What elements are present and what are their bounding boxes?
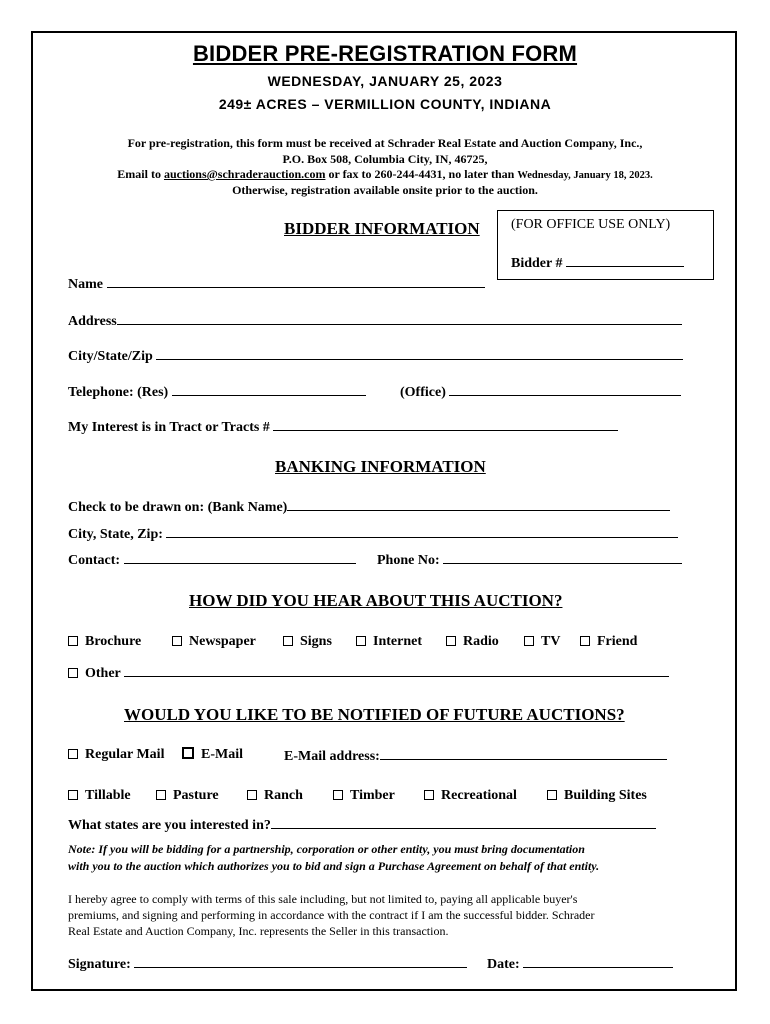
bank-contact-field[interactable] xyxy=(68,551,356,569)
bank-contact-label: Contact: xyxy=(68,553,121,568)
option-friend-label: Friend xyxy=(597,634,638,649)
name-label: Name xyxy=(68,277,103,292)
bank-city-input-line[interactable] xyxy=(166,525,678,538)
date-field[interactable] xyxy=(487,955,673,973)
note-line-2: with you to the auction which authorizes you to bid and sign a Purchase Agreement on behalf of that entity. xyxy=(68,859,600,873)
address-field[interactable] xyxy=(68,312,682,330)
timber-label: Timber xyxy=(350,788,395,803)
bank-city-label: City, State, Zip: xyxy=(68,527,163,542)
intro-line-3 xyxy=(0,167,770,182)
date-input-line[interactable] xyxy=(523,955,673,968)
option-tv-label: TV xyxy=(541,634,561,649)
option-signs-label: Signs xyxy=(300,634,332,649)
telephone-office-label: (Office) xyxy=(400,385,446,400)
states-field[interactable] xyxy=(68,816,656,834)
option-brochure-label: Brochure xyxy=(85,634,142,649)
address-input-line[interactable] xyxy=(117,312,682,325)
checkbox-pasture[interactable] xyxy=(156,790,166,800)
checkbox-tv[interactable] xyxy=(524,636,534,646)
bank-name-field[interactable] xyxy=(68,498,670,516)
signature-field[interactable] xyxy=(68,955,467,973)
checkbox-tillable[interactable] xyxy=(68,790,78,800)
option-regular-mail[interactable] xyxy=(68,747,164,763)
agreement-line-3: Real Estate and Auction Company, Inc. represents the Seller in this transaction. xyxy=(68,924,449,938)
address-label: Address xyxy=(68,314,117,329)
tillable-label: Tillable xyxy=(85,788,131,803)
hear-heading: HOW DID YOU HEAR ABOUT THIS AUCTION? xyxy=(189,591,563,610)
city-state-zip-field[interactable] xyxy=(68,347,683,365)
bidder-number-label: Bidder # xyxy=(511,256,563,271)
checkbox-radio[interactable] xyxy=(446,636,456,646)
bank-phone-input-line[interactable] xyxy=(443,551,682,564)
checkbox-email[interactable] xyxy=(182,747,194,759)
interest-timber[interactable] xyxy=(333,788,395,804)
option-brochure[interactable] xyxy=(68,634,141,650)
intro-email-prefix: Email to xyxy=(117,167,164,181)
email-address-label: E-Mail address: xyxy=(284,749,380,764)
bank-name-input-line[interactable] xyxy=(287,498,670,511)
other-input-line[interactable] xyxy=(124,664,669,677)
telephone-res-input-line[interactable] xyxy=(172,383,366,396)
checkbox-other[interactable] xyxy=(68,668,78,678)
telephone-office-input-line[interactable] xyxy=(449,383,681,396)
interest-ranch[interactable] xyxy=(247,788,303,804)
option-newspaper-label: Newspaper xyxy=(189,634,256,649)
option-radio-label: Radio xyxy=(463,634,499,649)
signature-label: Signature: xyxy=(68,957,131,972)
checkbox-friend[interactable] xyxy=(580,636,590,646)
checkbox-signs[interactable] xyxy=(283,636,293,646)
option-radio[interactable] xyxy=(446,634,499,650)
intro-line-2: P.O. Box 508, Columbia City, IN, 46725, xyxy=(282,152,488,166)
telephone-res-field[interactable] xyxy=(68,383,366,401)
bank-city-field[interactable] xyxy=(68,525,678,543)
email-address-input-line[interactable] xyxy=(380,747,667,760)
recreational-label: Recreational xyxy=(441,788,517,803)
telephone-res-label: Telephone: (Res) xyxy=(68,385,169,400)
name-input-line[interactable] xyxy=(107,275,485,288)
email-option-label: E-Mail xyxy=(201,747,243,762)
agreement-line-1: I hereby agree to comply with terms of this sale including, but not limited to, paying all applicable buyer's xyxy=(68,892,578,906)
checkbox-ranch[interactable] xyxy=(247,790,257,800)
note-line-1: Note: If you will be bidding for a partnership, corporation or other entity, you must bring documentation xyxy=(68,842,585,856)
tract-interest-label: My Interest is in Tract or Tracts # xyxy=(68,420,270,435)
option-other[interactable] xyxy=(68,664,669,682)
states-input-line[interactable] xyxy=(271,816,656,829)
property-description: 249± ACRES – VERMILLION COUNTY, INDIANA xyxy=(218,96,552,112)
checkbox-brochure[interactable] xyxy=(68,636,78,646)
bank-phone-field[interactable] xyxy=(377,551,682,569)
form-title: BIDDER PRE-REGISTRATION FORM xyxy=(192,41,578,66)
option-internet[interactable] xyxy=(356,634,422,650)
checkbox-newspaper[interactable] xyxy=(172,636,182,646)
office-use-box xyxy=(497,210,714,280)
option-tv[interactable] xyxy=(524,634,560,650)
intro-line-4: Otherwise, registration available onsite prior to the auction. xyxy=(232,183,538,197)
checkbox-regular-mail[interactable] xyxy=(68,749,78,759)
interest-tillable[interactable] xyxy=(68,788,131,804)
option-email[interactable] xyxy=(182,747,243,763)
notify-heading: WOULD YOU LIKE TO BE NOTIFIED OF FUTURE AUCTIONS? xyxy=(124,705,625,724)
interest-pasture[interactable] xyxy=(156,788,219,804)
regular-mail-label: Regular Mail xyxy=(85,747,165,762)
option-friend[interactable] xyxy=(580,634,637,650)
auction-date: WEDNESDAY, JANUARY 25, 2023 xyxy=(267,73,503,89)
option-signs[interactable] xyxy=(283,634,332,650)
building-sites-label: Building Sites xyxy=(564,788,647,803)
tract-interest-input-line[interactable] xyxy=(273,418,618,431)
checkbox-building-sites[interactable] xyxy=(547,790,557,800)
bank-contact-input-line[interactable] xyxy=(124,551,356,564)
option-internet-label: Internet xyxy=(373,634,422,649)
bank-phone-label: Phone No: xyxy=(377,553,440,568)
bidder-number-field[interactable] xyxy=(511,254,684,272)
email-link[interactable]: auctions@schraderauction.com xyxy=(163,167,326,181)
bidder-info-heading: BIDDER INFORMATION xyxy=(284,219,480,238)
agreement-line-2: premiums, and signing and performing in accordance with the contract if I am the successful bidder. Schrader xyxy=(68,908,595,922)
intro-deadline: Wednesday, January 18, 2023. xyxy=(517,170,653,181)
banking-heading: BANKING INFORMATION xyxy=(275,457,486,476)
city-state-zip-label: City/State/Zip xyxy=(68,349,153,364)
ranch-label: Ranch xyxy=(264,788,303,803)
checkbox-timber[interactable] xyxy=(333,790,343,800)
email-address-field[interactable] xyxy=(284,747,667,765)
bidder-number-line[interactable] xyxy=(566,254,684,267)
option-newspaper[interactable] xyxy=(172,634,256,650)
bank-name-label: Check to be drawn on: (Bank Name) xyxy=(68,500,288,515)
intro-line-1: For pre-registration, this form must be received at Schrader Real Estate and Auction Company, Inc., xyxy=(127,136,643,150)
pasture-label: Pasture xyxy=(173,788,219,803)
date-label: Date: xyxy=(487,957,520,972)
signature-input-line[interactable] xyxy=(134,955,467,968)
city-state-zip-input-line[interactable] xyxy=(156,347,683,360)
telephone-office-field[interactable] xyxy=(400,383,681,401)
interest-recreational[interactable] xyxy=(424,788,517,804)
office-use-label: (FOR OFFICE USE ONLY) xyxy=(511,217,671,232)
states-label: What states are you interested in? xyxy=(68,818,271,833)
checkbox-recreational[interactable] xyxy=(424,790,434,800)
intro-fax: or fax to 260-244-4431, no later than xyxy=(325,167,518,181)
interest-building-sites[interactable] xyxy=(547,788,647,804)
name-field[interactable] xyxy=(68,275,485,293)
tract-interest-field[interactable] xyxy=(68,418,618,436)
checkbox-internet[interactable] xyxy=(356,636,366,646)
option-other-label: Other xyxy=(85,666,121,681)
